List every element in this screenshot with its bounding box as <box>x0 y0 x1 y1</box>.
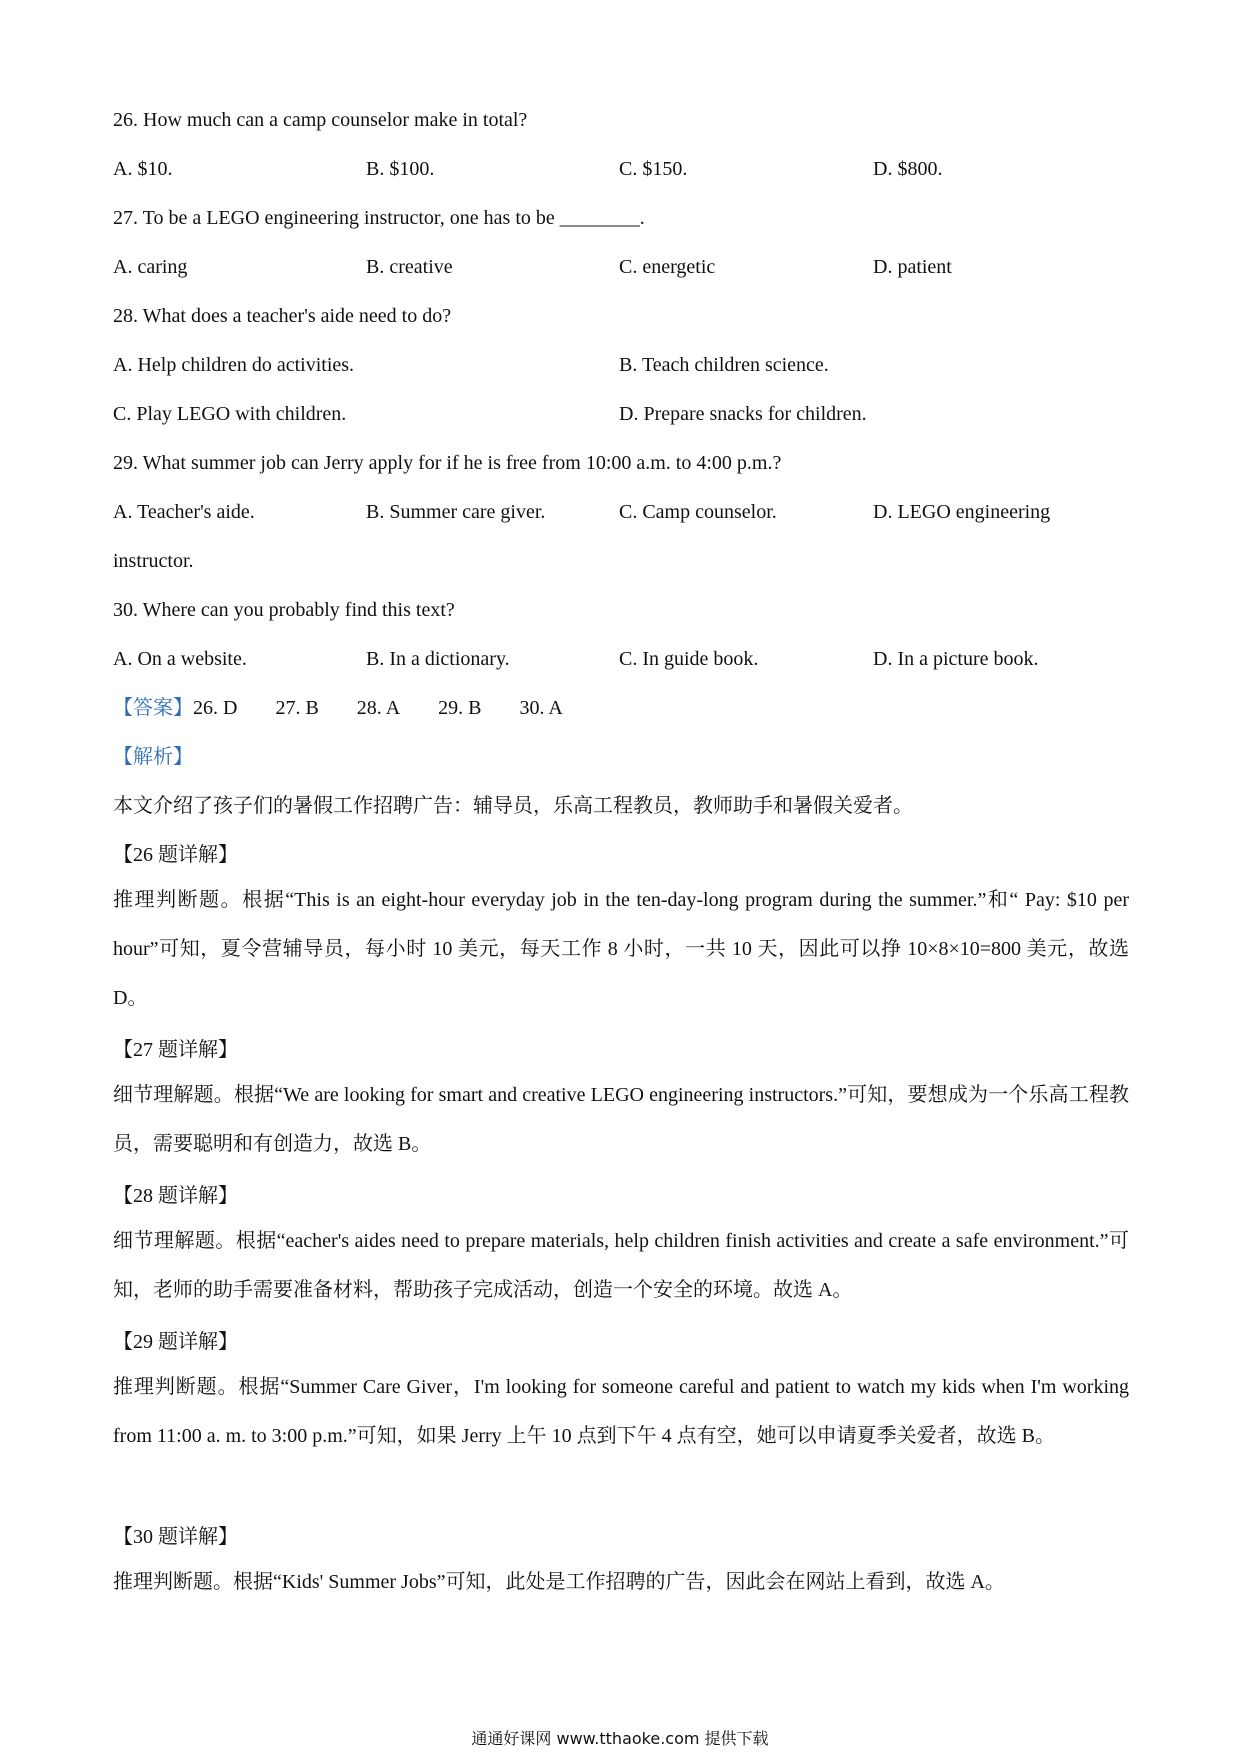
q27-option-d: D. patient <box>873 256 952 278</box>
q28-option-c: C. Play LEGO with children. <box>113 403 347 425</box>
q26-option-b: B. $100. <box>366 158 435 180</box>
question-30: 30. Where can you probably find this text? <box>113 599 455 621</box>
q26-option-a: A. $10. <box>113 158 173 180</box>
q28-option-b: B. Teach children science. <box>619 354 829 376</box>
q29-option-d-continuation: instructor. <box>113 550 194 572</box>
answer-27: 27. B <box>275 697 319 719</box>
detail-27-heading: 【27 题详解】 <box>113 1039 238 1061</box>
analysis-summary: 本文介绍了孩子们的暑假工作招聘广告：辅导员，乐高工程教员，教师助手和暑假关爱者。 <box>113 795 913 817</box>
answer-29: 29. B <box>438 697 482 719</box>
q29-option-c: C. Camp counselor. <box>619 501 777 523</box>
q27-option-b: B. creative <box>366 256 453 278</box>
analysis-label: 【解析】 <box>113 746 193 768</box>
q27-option-c: C. energetic <box>619 256 716 278</box>
detail-26-text: 推理判断题。根据“This is an eight-hour everyday job in the ten-day-long program during the summer.”和“ Pay: $10 per hour”可知，夏令营辅导员，每小时 10 美元，每天工作 8 小时，一共 10 天，因此可以挣 10×8×10=800 美元，故选 D。 <box>113 889 1129 1009</box>
detail-29-heading: 【29 题详解】 <box>113 1331 238 1353</box>
page-footer: 通通好课网 www.tthaoke.com 提供下载 <box>471 1729 769 1748</box>
answer-30: 30. A <box>519 697 563 719</box>
q26-option-d: D. $800. <box>873 158 943 180</box>
q30-option-a: A. On a website. <box>113 648 247 670</box>
detail-28-heading: 【28 题详解】 <box>113 1185 238 1207</box>
q30-option-b: B. In a dictionary. <box>366 648 510 670</box>
detail-28-text: 细节理解题。根据“eacher's aides need to prepare materials, help children finish activities and create a safe environment.”可知，老师的助手需要准备材料，帮助孩子完成活动，创造一个安全的环境。故选 A。 <box>113 1230 1129 1301</box>
q29-option-d: D. LEGO engineering <box>873 501 1051 523</box>
answer-26: 26. D <box>193 697 238 719</box>
detail-30-text: 推理判断题。根据“Kids' Summer Jobs”可知，此处是工作招聘的广告，因此会在网站上看到，故选 A。 <box>113 1571 1005 1593</box>
answer-label: 【答案】 <box>113 697 193 719</box>
question-26: 26. How much can a camp counselor make in total? <box>113 109 528 131</box>
q26-option-c: C. $150. <box>619 158 688 180</box>
detail-30-heading: 【30 题详解】 <box>113 1526 238 1548</box>
q28-option-d: D. Prepare snacks for children. <box>619 403 867 425</box>
q30-option-d: D. In a picture book. <box>873 648 1039 670</box>
q28-option-a: A. Help children do activities. <box>113 354 355 376</box>
question-27: 27. To be a LEGO engineering instructor, one has to be ________. <box>113 207 645 229</box>
question-29: 29. What summer job can Jerry apply for if he is free from 10:00 a.m. to 4:00 p.m.? <box>113 452 782 474</box>
detail-26-heading: 【26 题详解】 <box>113 844 238 866</box>
question-28: 28. What does a teacher's aide need to do? <box>113 305 452 327</box>
answer-28: 28. A <box>356 697 401 719</box>
detail-27-text: 细节理解题。根据“We are looking for smart and creative LEGO engineering instructors.”可知，要想成为一个乐高工程教员，需要聪明和有创造力，故选 B。 <box>113 1084 1129 1155</box>
q29-option-b: B. Summer care giver. <box>366 501 546 523</box>
detail-29-text: 推理判断题。根据“Summer Care Giver，I'm looking for someone careful and patient to watch my kids when I'm working from 11:00 a. m. to 3:00 p.m.”可知，如果 Jerry 上午 10 点到下午 4 点有空，她可以申请夏季关爱者，故选 B。 <box>113 1376 1129 1447</box>
q29-option-a: A. Teacher's aide. <box>113 501 255 523</box>
answer-line <box>113 694 563 722</box>
q30-option-c: C. In guide book. <box>619 648 759 670</box>
q27-option-a: A. caring <box>113 256 188 278</box>
